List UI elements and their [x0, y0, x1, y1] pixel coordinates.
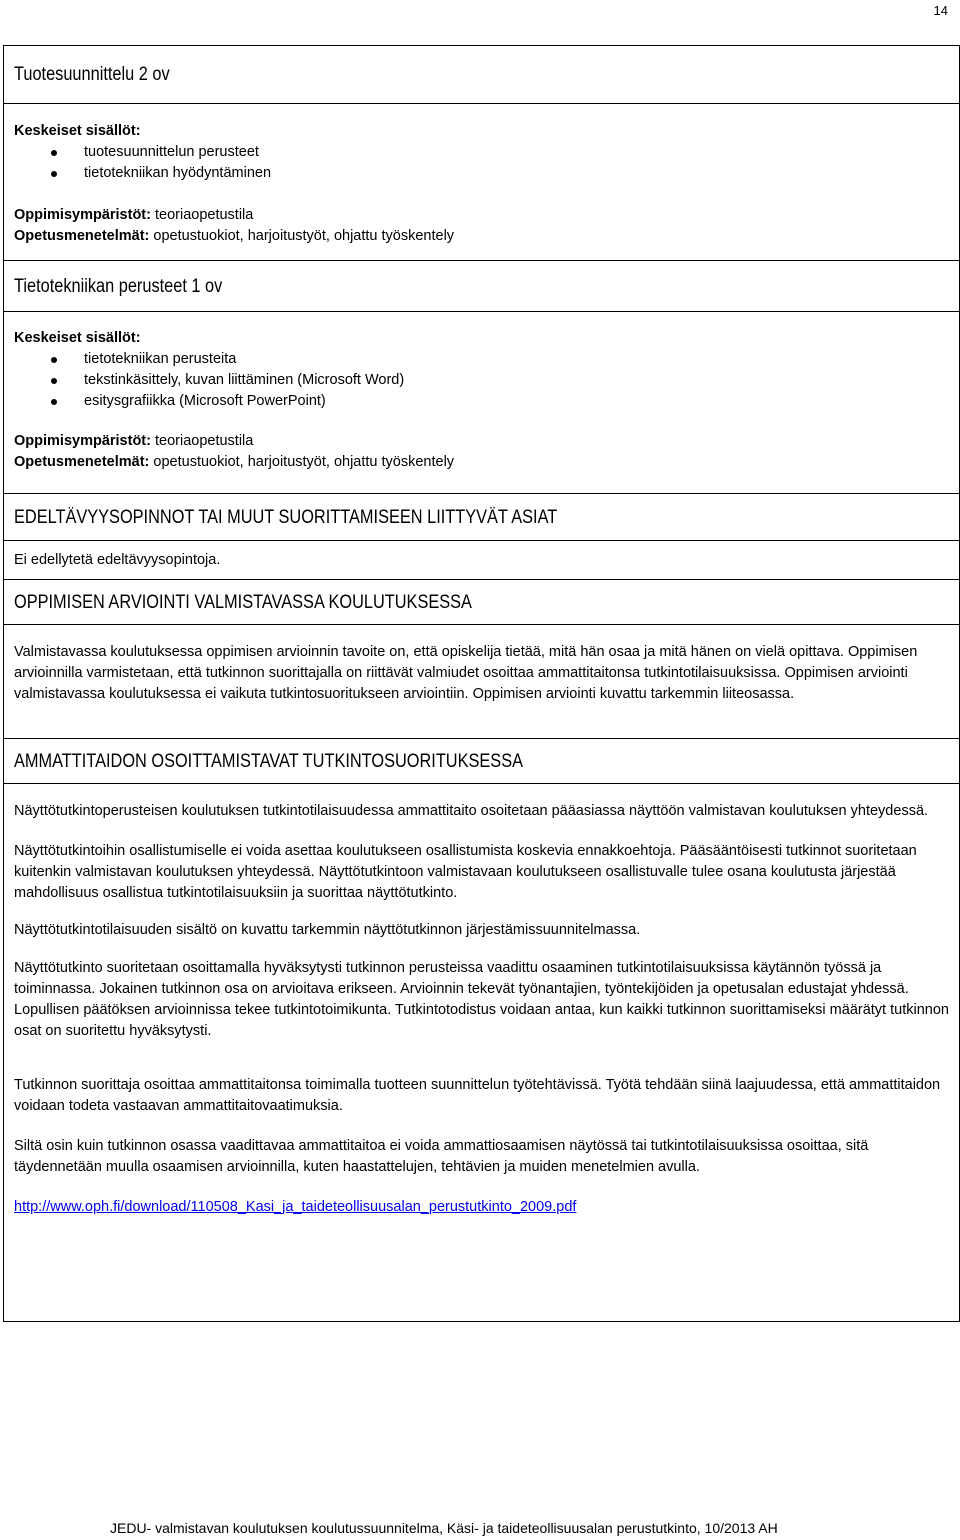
paragraph: Näyttötutkintotilaisuuden sisältö on kuvattu tarkemmin näyttötutkinnon järjestämissuunnitelmassa.	[14, 922, 641, 938]
course-title-row	[4, 261, 959, 312]
methods-line	[14, 226, 949, 247]
assessment-text: Valmistavassa koulutuksessa oppimisen arvioinnin tavoite on, että opiskelija tietää, mitä hän osaa ja mitä hänen on vielä opittava. Oppimisen arvioinnilla varmistetaan, että tutkinnon suorittajalla on riittävät valmiudet osoittaa ammattitaitonsa tutkintotilaisuuksissa. Oppimisen arviointi valmistavassa koulutuksessa ei vaikuta tutkintosuoritukseen arviointiin. Oppimisen arviointi kuvattu tarkemmin liiteosassa.	[14, 644, 918, 702]
prerequisites-body	[4, 541, 959, 580]
page-number: 14	[933, 3, 948, 18]
assessment-body	[4, 625, 959, 739]
paragraph: Näyttötutkinto suoritetaan osoittamalla hyväksytysti tutkinnon perusteissa vaadittu osaaminen tutkintotilaisuuksissa käytännön työssä ja toiminnassa. Jokainen tutkinnon osa on arvioitava erikseen. Arvioinnin tekevät työnantajien, työntekijöiden ja opetusalan edustajat yhdessä. Lopullisen päätöksen arvioinnissa tekee tutkintotoimikunta. Tutkintotodistus voidaan antaa, kun kaikki tutkinnon suorittamiseksi määrätyt tutkinnon osat on suoritettu hyväksytysti.	[14, 960, 949, 1039]
environment-label: Oppimisympäristöt:	[14, 207, 151, 223]
course-details	[4, 312, 959, 494]
section-heading-row	[4, 739, 959, 784]
section-heading-row	[4, 494, 959, 541]
environment-line	[14, 205, 949, 226]
methods-value: opetustuokiot, harjoitustyöt, ohjattu työskentely	[149, 454, 455, 470]
environment-value: teoriaopetustila	[150, 433, 254, 449]
document-table	[3, 45, 960, 1322]
environment-value: teoriaopetustila	[150, 207, 254, 223]
demonstration-heading: AMMATTITAIDON OSOITTAMISTAVAT TUTKINTOSUORITUKSESSA	[14, 750, 523, 772]
list-item: tuotesuunnittelun perusteet	[14, 142, 949, 163]
list-item: tekstinkäsittely, kuvan liittäminen (Microsoft Word)	[14, 370, 949, 391]
list-item: tietotekniikan perusteita	[14, 349, 949, 370]
curriculum-link[interactable]: http://www.oph.fi/download/110508_Kasi_ja_taideteollisuusalan_perustutkinto_2009.pdf	[14, 1199, 577, 1215]
prerequisites-text: Ei edellytetä edeltävyysopintoja.	[14, 551, 221, 568]
methods-value: opetustuokiot, harjoitustyöt, ohjattu työskentely	[149, 228, 455, 244]
paragraph: Näyttötutkintoperusteisen koulutuksen tutkintotilaisuudessa ammattitaito osoitetaan pääasiassa näyttöön valmistavan koulutuksen yhteydessä.	[14, 803, 929, 819]
methods-line	[14, 452, 949, 473]
assessment-heading: OPPIMISEN ARVIOINTI VALMISTAVASSA KOULUTUKSESSA	[14, 591, 472, 613]
content-label: Keskeiset sisällöt:	[14, 330, 141, 346]
content-label: Keskeiset sisällöt:	[14, 123, 141, 139]
prerequisites-heading: EDELTÄVYYSOPINNOT TAI MUUT SUORITTAMISEEN LIITTYVÄT ASIAT	[14, 506, 558, 528]
section-heading-row	[4, 580, 959, 625]
methods-label: Opetusmenetelmät:	[14, 228, 150, 244]
list-item: esitysgrafiikka (Microsoft PowerPoint)	[14, 391, 949, 412]
paragraph: Näyttötutkintoihin osallistumiselle ei voida asettaa koulutukseen osallistumista koskevia ennakkoehtoja. Pääsääntöisesti tutkinnot suoritetaan kuitenkin valmistavan koulutuksen yhteydessä. Näyttötutkintoon valmistavaan koulutukseen osallistuvalle tulee osana koulutusta järjestää mahdollisuus osallistua tutkintotilaisuuksiin ja suorittaa näyttötutkinto.	[14, 843, 917, 901]
course-title: Tuotesuunnittelu 2 ov	[14, 64, 170, 85]
content-list	[14, 142, 949, 184]
paragraph: Tutkinnon suorittaja osoittaa ammattitaitonsa toimimalla tuotteen suunnittelun työtehtävissä. Työtä tehdään siinä laajuudessa, että ammattitaidon voidaan todeta vastaavan ammattitaitovaatimuksia.	[14, 1077, 941, 1114]
list-item: tietotekniikan hyödyntäminen	[14, 163, 949, 184]
content-list	[14, 349, 949, 412]
environment-label: Oppimisympäristöt:	[14, 433, 151, 449]
page-footer: JEDU- valmistavan koulutuksen koulutussuunnitelma, Käsi- ja taideteollisuusalan perustutkinto, 10/2013 AH	[110, 1520, 778, 1536]
paragraph: Siltä osin kuin tutkinnon osassa vaadittavaa ammattitaitoa ei voida ammattiosaamisen näytössä tai tutkintotilaisuuksissa osoittaa, sitä täydennetään muulla osaamisen arvioinnilla, kuten haastattelujen, tehtävien ja muiden menetelmien avulla.	[14, 1138, 869, 1175]
course-details	[4, 104, 959, 261]
environment-line	[14, 431, 949, 452]
methods-label: Opetusmenetelmät:	[14, 454, 150, 470]
course-title: Tietotekniikan perusteet 1 ov	[14, 275, 223, 297]
demonstration-body	[4, 784, 959, 1321]
course-title-row	[4, 46, 959, 104]
